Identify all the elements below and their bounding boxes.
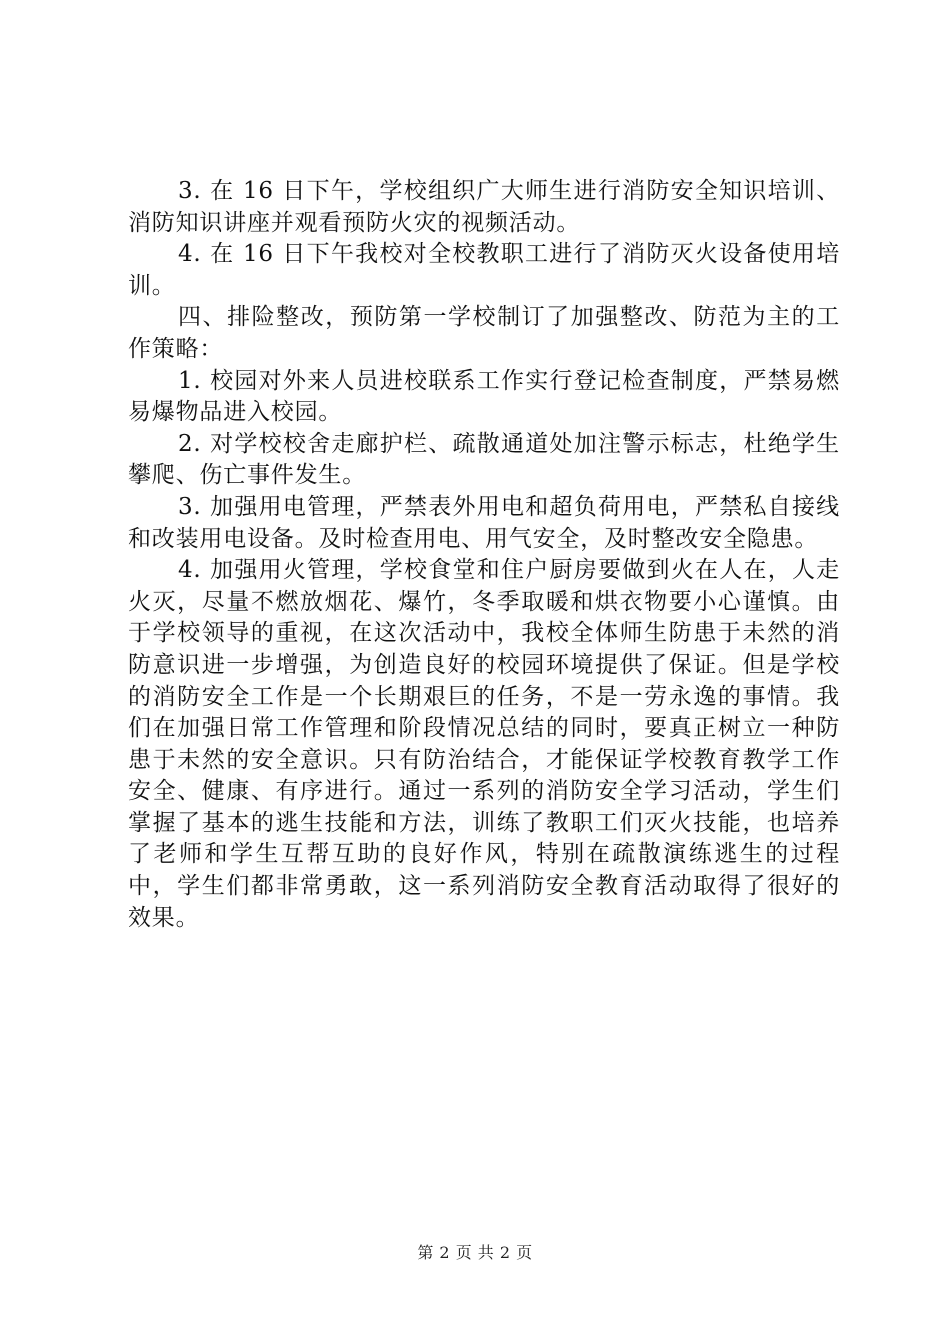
- paragraph-electricity-management: 3. 加强用电管理，严禁表外用电和超负荷用电，严禁私自接线和改装用电设备。及时检查用电、用气安全，及时整改安全隐患。: [128, 493, 840, 552]
- page-footer: [0, 1243, 950, 1263]
- paragraph-visitor-registration: 1. 校园对外来人员进校联系工作实行登记检查制度，严禁易燃易爆物品进入校园。: [128, 367, 840, 426]
- document-body: [128, 176, 840, 934]
- paragraph-training-knowledge: 3. 在 16 日下午，学校组织广大师生进行消防安全知识培训、消防知识讲座并观看预防火灾的视频活动。: [128, 178, 840, 236]
- paragraph-equipment-training: 4. 在 16 日下午我校对全校教职工进行了消防灭火设备使用培训。: [128, 241, 840, 299]
- paragraph-rectification-heading: 四、排险整改，预防第一学校制订了加强整改、防范为主的工作策略：: [128, 304, 840, 362]
- paragraph-warning-signs: 2. 对学校校舍走廊护栏、疏散通道处加注警示标志，杜绝学生攀爬、伤亡事件发生。: [128, 430, 840, 489]
- page-number: 第 2 页 共 2 页: [417, 1243, 533, 1262]
- paragraph-fire-management-summary: 4. 加强用火管理，学校食堂和住户厨房要做到火在人在，人走火灭，尽量不燃放烟花、爆竹，冬季取暖和烘衣物要小心谨慎。由于学校领导的重视，在这次活动中，我校全体师生防患于未然的消防意识进一步增强，为创造良好的校园环境提供了保证。但是学校的消防安全工作是一个长期艰巨的任务，不是一劳永逸的事情。我们在加强日常工作管理和阶段情况总结的同时，要真正树立一种防患于未然的安全意识。只有防治结合，才能保证学校教育教学工作安全、健康、有序进行。通过一系列的消防安全学习活动，学生们掌握了基本的逃生技能和方法，训练了教职工们灭火技能，也培养了老师和学生互帮互助的良好作风，特别在疏散演练逃生的过程中，学生们都非常勇敢，这一系列消防安全教育活动取得了很好的效果。: [128, 557, 840, 931]
